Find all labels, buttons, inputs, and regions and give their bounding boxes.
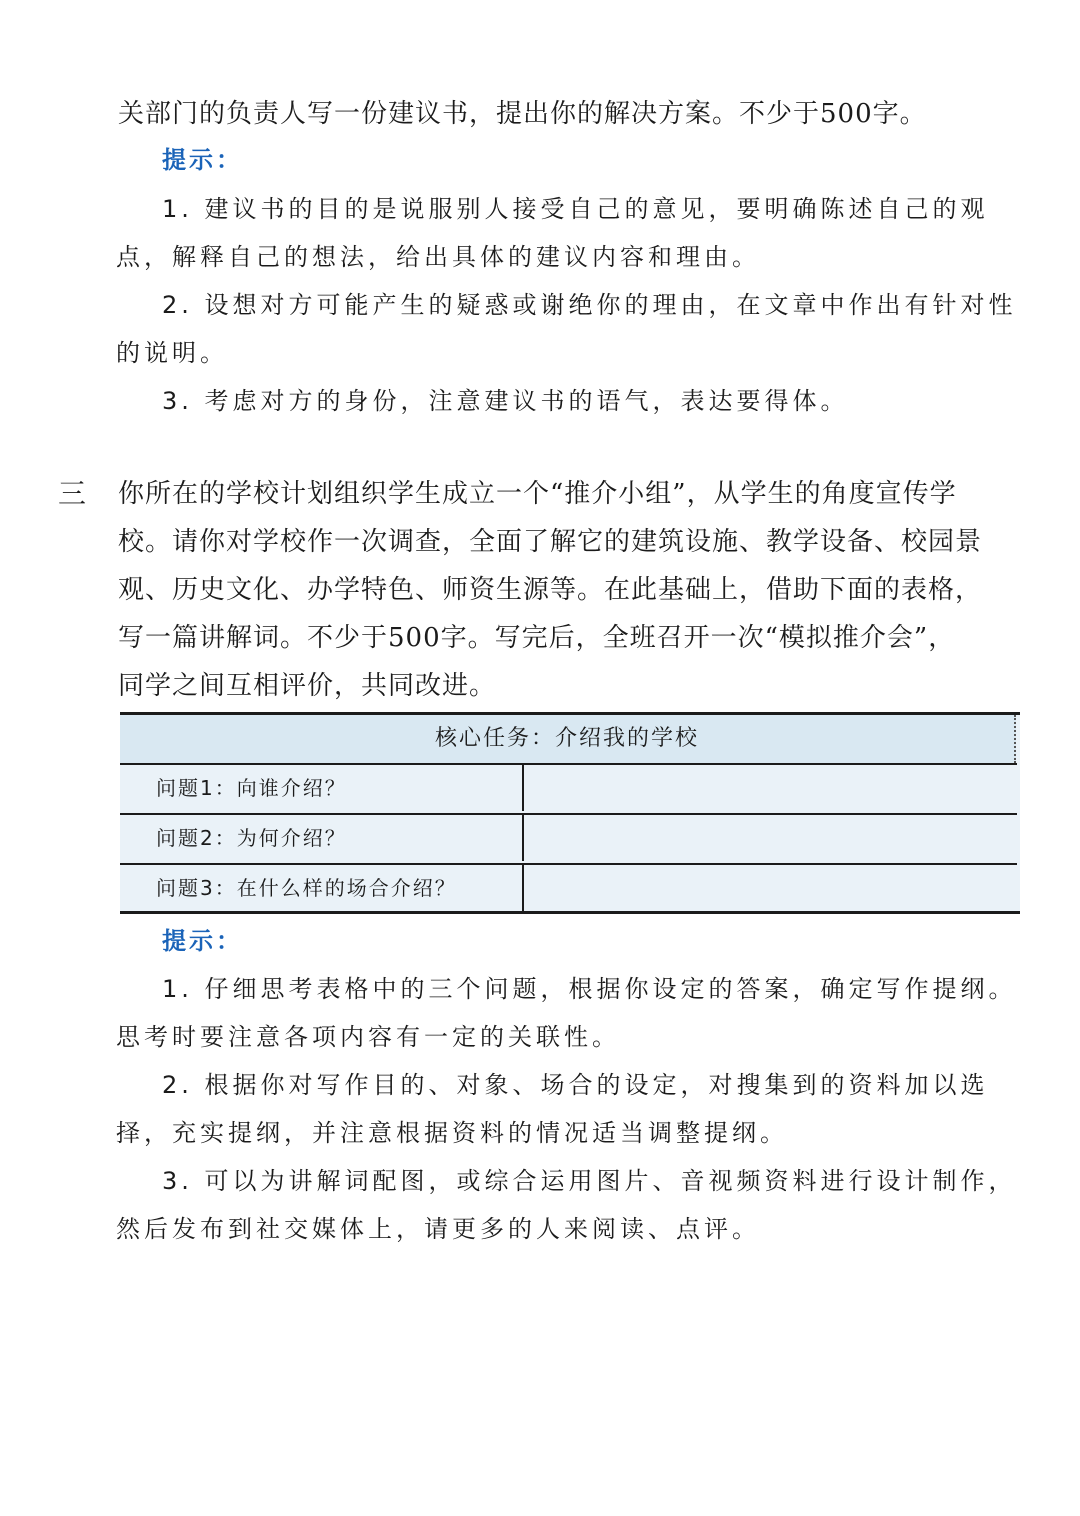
hint-line: 1. 仔细思考表格中的三个问题，根据你设定的答案，确定写作提纲。 (162, 975, 1017, 1003)
hint-line: 思考时要注意各项内容有一定的关联性。 (116, 1023, 620, 1051)
question-label: 问题3：在什么样的场合介绍？ (156, 876, 457, 900)
task-table-header: 核心任务：介绍我的学校 (120, 715, 1016, 763)
body-text-line: 校。请你对学校作一次调查，全面了解它的建筑设施、教学设备、校园景 (118, 527, 983, 557)
hint-line: 然后发布到社交媒体上，请更多的人来阅读、点评。 (116, 1215, 760, 1243)
table-row (120, 763, 1017, 811)
hint-line: 3. 可以为讲解词配图，或综合运用图片、音视频资料进行设计制作， (162, 1167, 1017, 1195)
body-text-line: 关部门的负责人写一份建议书，提出你的解决方案。不少于500字。 (118, 99, 927, 129)
column-divider (522, 765, 524, 811)
hint-title: 提示： (162, 927, 243, 955)
body-text-line: 观、历史文化、办学特色、师资生源等。在此基础上，借助下面的表格， (118, 575, 983, 605)
hint-line: 2. 根据你对写作目的、对象、场合的设定，对搜集到的资料加以选 (162, 1071, 989, 1099)
hint-line: 点，解释自己的想法，给出具体的建议内容和理由。 (116, 243, 760, 271)
section-number: 三 (58, 477, 87, 510)
body-text-line: 同学之间互相评价，共同改进。 (118, 671, 497, 701)
task-table (120, 712, 1020, 914)
hint-line: 2. 设想对方可能产生的疑惑或谢绝你的理由，在文章中作出有针对性 (162, 291, 1017, 319)
table-row (120, 813, 1017, 861)
question-label: 问题1：向谁介绍？ (156, 776, 347, 800)
column-divider (522, 865, 524, 911)
hint-line: 3. 考虑对方的身份，注意建议书的语气，表达要得体。 (162, 387, 849, 415)
hint-title: 提示： (162, 146, 243, 174)
hint-line: 择，充实提纲，并注意根据资料的情况适当调整提纲。 (116, 1119, 788, 1147)
hint-line: 1. 建议书的目的是说服别人接受自己的意见，要明确陈述自己的观 (162, 195, 989, 223)
question-label: 问题2：为何介绍？ (156, 826, 347, 850)
hint-line: 的说明。 (116, 339, 228, 367)
column-divider (522, 815, 524, 861)
table-row (120, 863, 1017, 911)
body-text-line: 你所在的学校计划组织学生成立一个“推介小组”，从学生的角度宣传学 (118, 479, 957, 509)
body-text-line: 写一篇讲解词。不少于500字。写完后，全班召开一次“模拟推介会”， (118, 623, 956, 653)
